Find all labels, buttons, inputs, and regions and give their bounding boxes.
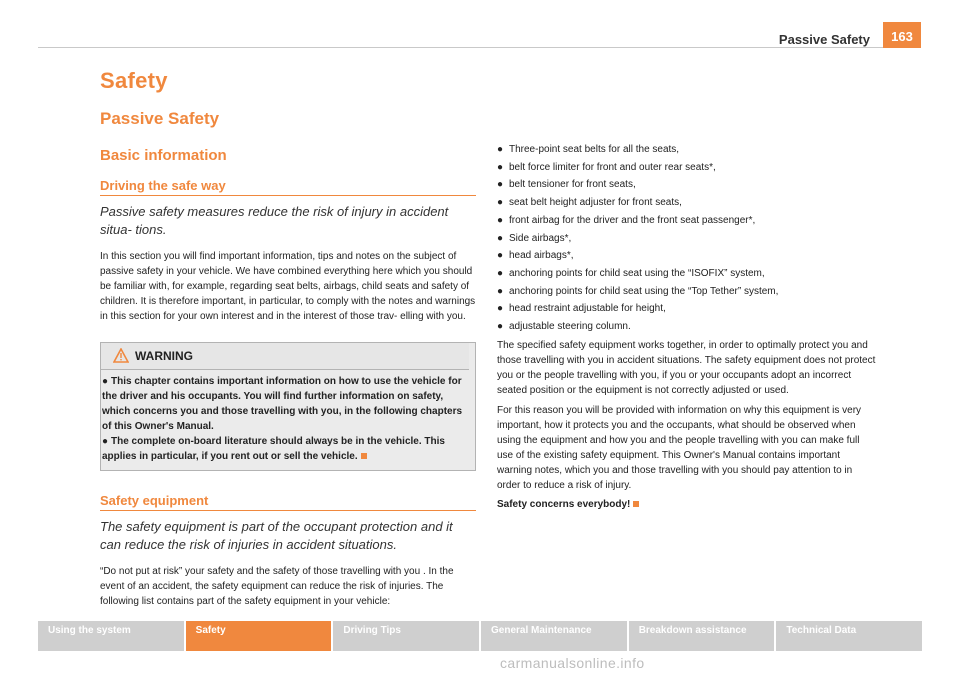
- tab-using-the-system[interactable]: Using the system: [38, 621, 186, 651]
- list-item-text: Side airbags*,: [509, 232, 572, 244]
- closing-line: [497, 499, 877, 510]
- list-item: [497, 141, 877, 159]
- list-item-text: head restraint adjustable for height,: [509, 303, 666, 315]
- chapter-title: Safety: [100, 68, 168, 93]
- bullet-icon: ●: [497, 267, 504, 279]
- list-item: [497, 176, 877, 194]
- bullet-icon: ●: [497, 250, 504, 262]
- lead-equipment: The safety equipment is part of the occupant protection and it can reduce the risk of injuries in accident situations.: [100, 519, 453, 552]
- bullet-icon: ●: [497, 197, 504, 209]
- bullet-icon: ●: [497, 285, 504, 297]
- subsection-title: Basic information: [100, 147, 227, 164]
- paragraph-reason: For this reason you will be provided with information on why this equipment is very important, how it protects you and the occupants, what should be observed when using the equipment and how you and the people travelling with you can make full use of the existing safety equipment. This Owner's Manual contains important warning notes, which you and those travelling with you should pay attention to in order to reduce a risk of injury.: [497, 404, 862, 491]
- body-driving: In this section you will find important information, tips and notes on the subject of passive safety in your vehicle. We have combined everything here which you should be familiar with, for example, regarding seat belts, airbags, child seats and safety of children. It is therefore important, in particular, to comply with the notes and warnings in this section for your own interest and in the interest of those trav- elling with you.: [100, 251, 476, 322]
- list-item: [497, 194, 877, 212]
- warning-item: [102, 374, 469, 434]
- warning-header: [101, 343, 469, 370]
- page-header: [0, 0, 960, 52]
- list-item-text: belt tensioner for front seats,: [509, 179, 636, 191]
- list-item-text: anchoring points for child seat using the “Top Tether” system,: [509, 285, 779, 297]
- tab-technical-data[interactable]: Technical Data: [786, 625, 857, 636]
- bullet-icon: ●: [497, 214, 504, 226]
- list-item: [497, 159, 877, 177]
- left-column: [100, 60, 476, 609]
- bullet-icon: ●: [497, 321, 504, 333]
- bullet-icon: ●: [102, 376, 109, 387]
- bullet-icon: ●: [102, 436, 109, 447]
- bullet-icon: ●: [497, 232, 504, 244]
- list-item-text: front airbag for the driver and the front seat passenger*,: [509, 214, 756, 226]
- warning-box: [100, 342, 476, 471]
- list-item: [497, 212, 877, 230]
- list-item-text: belt force limiter for front and outer rear seats*,: [509, 161, 716, 173]
- list-item: [497, 300, 877, 318]
- list-item: [497, 265, 877, 283]
- header-rule: [38, 47, 883, 48]
- body-equipment: “Do not put at risk” your safety and the safety of those travelling with you . In the event of an accident, the safety equipment can reduce the risk of injuries. The following list contains part of the safety equipment in your vehicle:: [100, 566, 454, 607]
- equipment-list: [497, 141, 877, 336]
- bullet-icon: ●: [497, 303, 504, 315]
- warning-triangle-icon: [113, 348, 129, 368]
- tab-general-maintenance[interactable]: General Maintenance: [481, 621, 629, 651]
- closing-text: Safety concerns everybody!: [497, 498, 631, 510]
- warning-title: WARNING: [135, 349, 193, 363]
- right-column: [497, 141, 877, 510]
- tab-breakdown-assistance[interactable]: Breakdown assistance: [629, 621, 777, 651]
- list-item-text: head airbags*,: [509, 250, 574, 262]
- warning-item-text: This chapter contains important information on how to use the vehicle for the driver and his occupants. You will find further information on safety, which concerns you and those travelling with you, in the following chapters of this Owner's Manual.: [102, 376, 463, 432]
- section-end-icon: [361, 453, 367, 459]
- list-item-text: anchoring points for child seat using the “ISOFIX” system,: [509, 267, 765, 279]
- topic-title-driving: Driving the safe way: [100, 178, 476, 196]
- list-item-text: seat belt height adjuster for front seats,: [509, 197, 682, 209]
- warning-item-text: The complete on-board literature should always be in the vehicle. This applies in particular, if you rent out or sell the vehicle.: [102, 436, 445, 462]
- tab-safety[interactable]: Safety: [186, 621, 334, 651]
- section-end-icon: [633, 501, 639, 507]
- warning-item: [102, 434, 469, 464]
- paragraph-works-together: The specified safety equipment works together, in order to optimally protect you and those travelling with you in accident situations. The safety equipment does not protect you or the people travelling with you, if you or your occupants adopt an incorrect seated position or the equipment is not correctly adjusted or used.: [497, 339, 876, 396]
- list-item-text: Three-point seat belts for all the seats,: [509, 144, 680, 155]
- lead-driving: Passive safety measures reduce the risk of injury in accident situa- tions.: [100, 204, 449, 237]
- list-item: [497, 318, 877, 336]
- watermark: carmanualsonline.info: [500, 655, 645, 671]
- tab-driving-tips[interactable]: Driving Tips: [333, 621, 481, 651]
- warning-body: [101, 370, 469, 464]
- section-title: Passive Safety: [100, 109, 220, 128]
- list-item-text: adjustable steering column.: [509, 321, 631, 333]
- list-item: [497, 283, 877, 301]
- list-item: [497, 247, 877, 265]
- bullet-icon: ●: [497, 161, 504, 173]
- footer-nav: [38, 621, 922, 651]
- bullet-icon: ●: [497, 179, 504, 191]
- list-item: [497, 230, 877, 248]
- running-title: Passive Safety: [778, 32, 870, 47]
- bullet-icon: ●: [497, 144, 504, 155]
- topic-title-equipment: Safety equipment: [100, 493, 476, 511]
- page-number: 163: [883, 22, 921, 48]
